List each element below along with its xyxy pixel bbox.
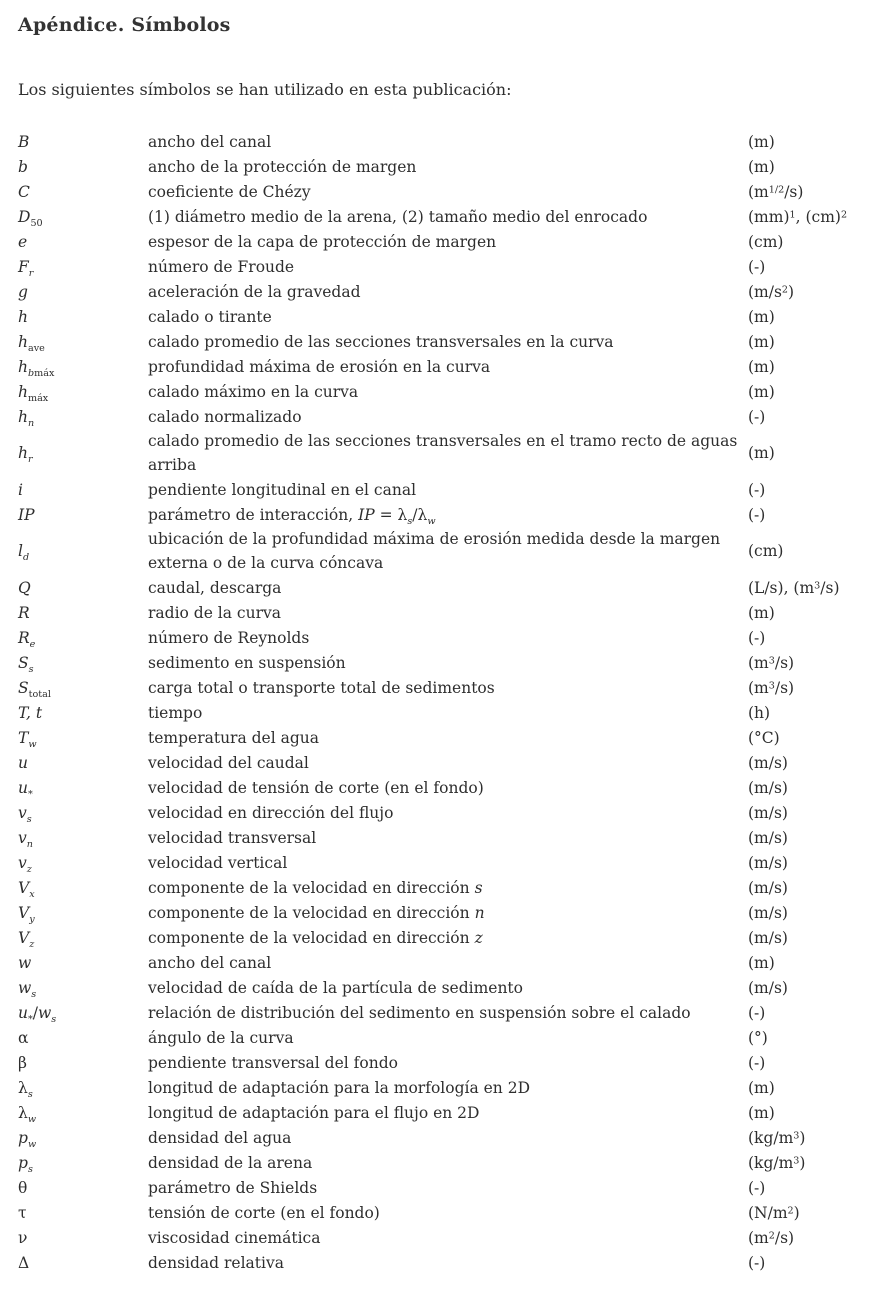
symbol-cell: $p_w$ <box>18 1128 37 1150</box>
description-cell: calado o tirante <box>148 307 272 326</box>
symbol-row <box>18 850 852 875</box>
symbol-row <box>18 379 852 404</box>
unit-cell: (m/s) <box>748 903 788 922</box>
symbol-row <box>18 650 852 675</box>
unit-cell: $(m/s^2)$ <box>748 282 795 301</box>
unit-cell: $(kg/m^3)$ <box>748 1128 806 1147</box>
intro-text: Los siguientes símbolos se han utilizado en esta publicación: <box>18 80 512 99</box>
symbol-cell: g <box>18 282 28 301</box>
symbol-cell: $V_x$ <box>18 878 35 900</box>
symbol-row <box>18 700 852 725</box>
unit-cell: (m) <box>748 1078 775 1097</box>
symbol-row <box>18 1175 852 1200</box>
description-cell: ángulo de la curva <box>148 1028 294 1047</box>
symbol-cell: T, t <box>18 703 43 722</box>
symbol-cell: IP <box>18 505 35 524</box>
unit-cell: (-) <box>748 628 766 647</box>
unit-cell: $(m^3/s)$ <box>748 678 795 697</box>
unit-cell: (m) <box>748 157 775 176</box>
symbol-row <box>18 1025 852 1050</box>
description-cell: espesor de la capa de protección de margen <box>148 232 497 251</box>
unit-cell: (cm) <box>748 232 784 251</box>
symbol-cell: Δ <box>18 1253 30 1272</box>
description-cell: calado promedio de las secciones transversales en la curva <box>148 332 614 351</box>
symbol-cell: $p_s$ <box>18 1153 33 1175</box>
symbol-row <box>18 1150 852 1175</box>
symbol-row <box>18 1225 852 1250</box>
unit-cell: (m) <box>748 603 775 622</box>
symbol-row <box>18 527 852 575</box>
unit-cell: (-) <box>748 257 766 276</box>
symbol-row <box>18 329 852 354</box>
description-cell: caudal, descarga <box>148 578 282 597</box>
description-cell: velocidad vertical <box>148 853 288 872</box>
description-cell: viscosidad cinemática <box>148 1228 321 1247</box>
unit-cell: (m) <box>748 1103 775 1122</box>
symbol-cell: $u_*$ <box>18 778 33 800</box>
description-cell: componente de la velocidad en dirección n <box>148 903 485 922</box>
symbol-row <box>18 625 852 650</box>
symbol-row <box>18 825 852 850</box>
description-cell: profundidad máxima de erosión en la curva <box>148 357 491 376</box>
unit-cell: (m) <box>748 357 775 376</box>
description-cell: densidad relativa <box>148 1253 284 1272</box>
symbol-cell: $v_n$ <box>18 828 33 850</box>
unit-cell: (m/s) <box>748 978 788 997</box>
unit-cell: (-) <box>748 1003 766 1022</box>
description-cell: número de Reynolds <box>148 628 310 647</box>
description-cell: temperatura del agua <box>148 728 319 747</box>
unit-cell: (m/s) <box>748 803 788 822</box>
unit-cell: $(m^3/s)$ <box>748 653 795 672</box>
symbol-cell: $l_d$ <box>18 542 30 563</box>
symbol-row <box>18 775 852 800</box>
symbol-row <box>18 404 852 429</box>
unit-cell: (m/s) <box>748 778 788 797</box>
symbol-row <box>18 875 852 900</box>
symbol-cell: $R_e$ <box>18 628 36 650</box>
symbol-row <box>18 179 852 204</box>
unit-cell: (m) <box>748 132 775 151</box>
description-cell: radio de la curva <box>148 603 282 622</box>
unit-cell: (m/s) <box>748 753 788 772</box>
description-cell: densidad del agua <box>148 1128 292 1147</box>
symbol-row <box>18 279 852 304</box>
symbol-row <box>18 1125 852 1150</box>
description-cell: calado máximo en la curva <box>148 382 359 401</box>
symbol-row <box>18 725 852 750</box>
description-cell: ancho de la protección de margen <box>148 157 417 176</box>
symbol-row <box>18 204 852 229</box>
symbol-row <box>18 950 852 975</box>
symbol-cell: β <box>18 1053 27 1072</box>
unit-cell: (m) <box>748 382 775 401</box>
description-cell: longitud de adaptación para la morfología en 2D <box>148 1078 530 1097</box>
unit-cell: (-) <box>748 1053 766 1072</box>
symbol-cell: $h_n$ <box>18 407 35 429</box>
symbol-cell: $T_w$ <box>18 728 37 750</box>
unit-cell: (h) <box>748 703 771 722</box>
description-cell: relación de distribución del sedimento en suspensión sobre el calado <box>148 1003 691 1022</box>
unit-cell: (°) <box>748 1028 768 1047</box>
symbol-cell: $v_z$ <box>18 853 32 875</box>
description-cell: componente de la velocidad en dirección z <box>148 928 483 947</box>
description-cell: (1) diámetro medio de la arena, (2) tamaño medio del enrocado <box>148 207 648 226</box>
symbol-row <box>18 575 852 600</box>
description-cell: parámetro de Shields <box>148 1178 318 1197</box>
description-cell: velocidad en dirección del flujo <box>148 803 394 822</box>
unit-cell: (m) <box>748 307 775 326</box>
description-cell: calado normalizado <box>148 407 302 426</box>
symbols-table <box>18 129 852 1275</box>
symbol-row <box>18 750 852 775</box>
symbol-row <box>18 354 852 379</box>
symbol-row <box>18 429 852 477</box>
unit-cell: $(kg/m^3)$ <box>748 1153 806 1172</box>
description-cell: ubicación de la profundidad máxima de erosión medida desde la margen externa o de la curva cóncava <box>148 530 721 572</box>
symbol-cell: $h_{ave}$ <box>18 332 45 354</box>
symbol-cell: $F_r$ <box>18 257 34 279</box>
symbol-row <box>18 1075 852 1100</box>
symbol-row <box>18 229 852 254</box>
symbol-row <box>18 129 852 154</box>
symbol-cell: C <box>18 182 30 201</box>
description-cell: longitud de adaptación para el flujo en 2D <box>148 1103 480 1122</box>
unit-cell: $(m^2/s)$ <box>748 1228 795 1247</box>
symbol-cell: $\lambda_w$ <box>18 1103 37 1125</box>
description-cell: sedimento en suspensión <box>148 653 346 672</box>
symbol-row <box>18 600 852 625</box>
symbol-cell: $S_s$ <box>18 653 34 675</box>
symbol-cell: h <box>18 307 28 326</box>
symbol-cell: B <box>18 132 30 151</box>
symbol-row <box>18 304 852 329</box>
description-cell: velocidad de caída de la partícula de sedimento <box>148 978 523 997</box>
symbol-cell: u <box>18 753 28 772</box>
description-cell: densidad de la arena <box>148 1153 313 1172</box>
symbol-cell: τ <box>18 1203 27 1222</box>
symbol-cell: e <box>18 232 28 251</box>
symbol-cell: $V_y$ <box>18 903 35 925</box>
symbol-row <box>18 925 852 950</box>
symbol-cell: ν <box>18 1228 28 1247</box>
symbol-cell: i <box>18 480 23 499</box>
symbol-row <box>18 1250 852 1275</box>
symbol-row <box>18 675 852 700</box>
symbol-row <box>18 1200 852 1225</box>
unit-cell: (L/s), $(m^3/s)$ <box>748 578 840 597</box>
description-cell: ancho del canal <box>148 132 272 151</box>
symbol-row <box>18 975 852 1000</box>
description-cell: componente de la velocidad en dirección s <box>148 878 483 897</box>
symbol-cell: $u_*/w_s$ <box>18 1003 57 1025</box>
page-title: Apéndice. Símbolos <box>18 14 231 36</box>
symbol-row <box>18 477 852 502</box>
description-cell: tiempo <box>148 703 203 722</box>
unit-cell: (mm)$^1$, (cm)$^2$ <box>748 207 848 226</box>
unit-cell: $(N/m^2)$ <box>748 1203 800 1222</box>
symbol-row <box>18 502 852 527</box>
symbol-row <box>18 800 852 825</box>
description-cell: carga total o transporte total de sedimentos <box>148 678 495 697</box>
unit-cell: (°C) <box>748 728 780 747</box>
unit-cell: (m/s) <box>748 828 788 847</box>
symbol-cell: α <box>18 1028 29 1047</box>
symbol-cell: $h_{bmáx}$ <box>18 357 55 379</box>
unit-cell: (-) <box>748 480 766 499</box>
symbol-cell: $v_s$ <box>18 803 32 825</box>
unit-cell: (m/s) <box>748 878 788 897</box>
symbol-cell: b <box>18 157 28 176</box>
unit-cell: (-) <box>748 1253 766 1272</box>
unit-cell: $(m^{1/2}/s)$ <box>748 182 804 201</box>
symbol-cell: $w_s$ <box>18 978 37 1000</box>
symbol-cell: $\lambda_s$ <box>18 1078 33 1100</box>
unit-cell: (-) <box>748 505 766 524</box>
unit-cell: (cm) <box>748 542 784 560</box>
description-cell: pendiente transversal del fondo <box>148 1053 398 1072</box>
description-cell: parámetro de interacción, IP = $\lambda_s/\lambda_w$ <box>148 505 436 527</box>
symbol-cell: $S_{total}$ <box>18 678 51 700</box>
description-cell: velocidad de tensión de corte (en el fondo) <box>148 778 484 797</box>
description-cell: velocidad del caudal <box>148 753 309 772</box>
symbol-row <box>18 154 852 179</box>
symbol-cell: R <box>18 603 30 622</box>
unit-cell: (m) <box>748 444 775 462</box>
symbol-row <box>18 1100 852 1125</box>
symbol-cell: $D_{50}$ <box>18 207 43 229</box>
description-cell: número de Froude <box>148 257 295 276</box>
unit-cell: (m) <box>748 953 775 972</box>
description-cell: tensión de corte (en el fondo) <box>148 1203 380 1222</box>
unit-cell: (m/s) <box>748 928 788 947</box>
unit-cell: (m) <box>748 332 775 351</box>
symbol-cell: $h_r$ <box>18 444 33 465</box>
symbol-cell: Q <box>18 578 31 597</box>
description-cell: velocidad transversal <box>148 828 317 847</box>
symbol-row <box>18 1050 852 1075</box>
symbol-row <box>18 254 852 279</box>
description-cell: ancho del canal <box>148 953 272 972</box>
symbol-cell: $h_{máx}$ <box>18 382 49 404</box>
unit-cell: (-) <box>748 407 766 426</box>
description-cell: aceleración de la gravedad <box>148 282 361 301</box>
symbol-row <box>18 900 852 925</box>
symbol-cell: w <box>18 953 32 972</box>
symbol-cell: θ <box>18 1178 28 1197</box>
symbol-row <box>18 1000 852 1025</box>
unit-cell: (m/s) <box>748 853 788 872</box>
description-cell: calado promedio de las secciones transversales en el tramo recto de aguas arriba <box>148 432 738 474</box>
unit-cell: (-) <box>748 1178 766 1197</box>
description-cell: pendiente longitudinal en el canal <box>148 480 417 499</box>
symbol-cell: $V_z$ <box>18 928 35 950</box>
description-cell: coeficiente de Chézy <box>148 182 311 201</box>
